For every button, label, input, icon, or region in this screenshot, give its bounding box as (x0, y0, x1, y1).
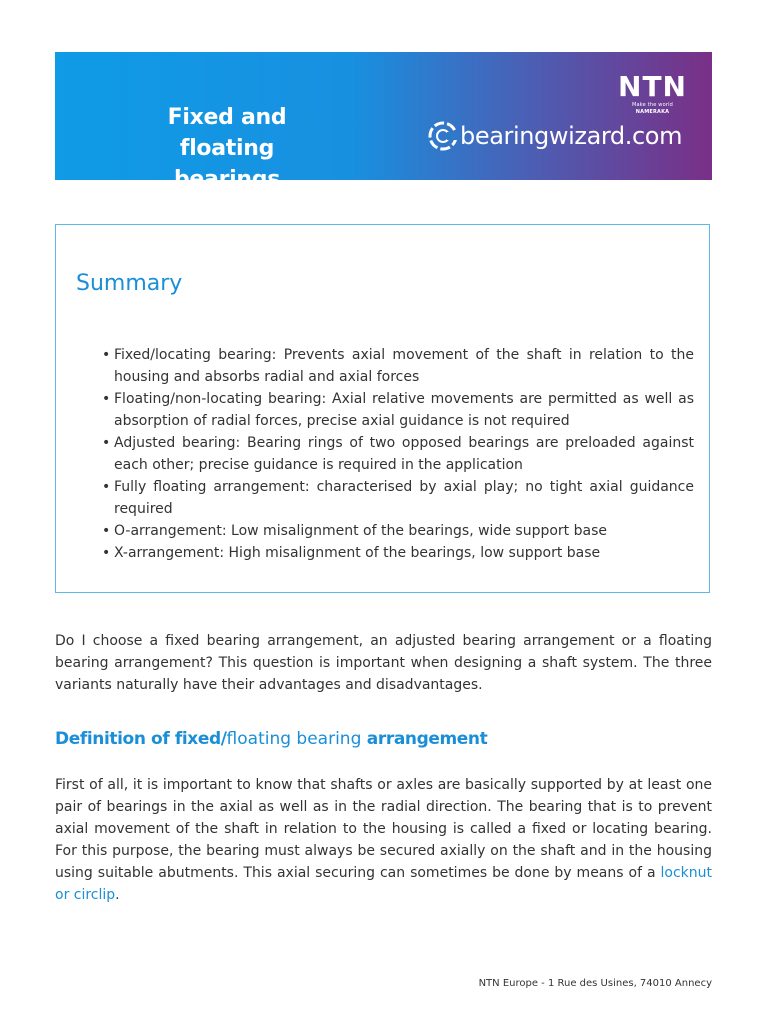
section-heading (55, 729, 487, 749)
summary-list (98, 344, 694, 564)
heading-part-3: arrangement (366, 729, 488, 749)
heading-part-1: Definition of fixed/ (55, 729, 227, 749)
title-line-2: bearings (173, 167, 280, 192)
footer-address: NTN Europe - 1 Rue des Usines, 74010 Annecy (478, 978, 712, 989)
site-name: bearingwizard.com (460, 122, 683, 150)
tagline-bold: NAMERAKA (635, 109, 670, 115)
summary-item: • Fully floating arrangement: characterised by axial play; no tight axial guidance required (98, 476, 694, 520)
intro-paragraph: Do I choose a fixed bearing arrangement, an adjusted bearing arrangement or a floating bearing arrangement? This question is important when designing a shaft system. The three variants naturally have their advantages and disadvantages. (55, 633, 712, 693)
definition-text: First of all, it is important to know that shafts or axles are basically supported by at least one pair of bearings in the axial as well as in the radial direction. The bearing that is to prevent axial movement of the shaft in relation to the housing is called a fixed or locating bearing. For this purpose, the bearing must always be secured axially on the shaft and in the housing using suitable abutments. This axial securing can sometimes be done by means of a (55, 777, 712, 881)
heading-part-2: floating bearing (226, 729, 367, 749)
ntn-logo (615, 72, 690, 116)
title-line-1: Fixed and floating (167, 105, 287, 161)
ntn-tagline (615, 102, 690, 116)
summary-item: • O-arrangement: Low misalignment of the bearings, wide support base (98, 520, 694, 542)
header-banner (55, 52, 712, 192)
summary-box (55, 224, 710, 593)
locknut-circlip-link[interactable]: locknut or circlip (55, 865, 712, 903)
bearing-icon (427, 120, 459, 152)
summary-item: • Fixed/locating bearing: Prevents axial movement of the shaft in relation to the housing and absorbs radial and axial forces (98, 344, 694, 388)
ntn-brand: NTN (618, 70, 687, 103)
summary-item: • X-arrangement: High misalignment of the bearings, low support base (98, 542, 694, 564)
tagline-prefix: Make the world (631, 102, 674, 108)
definition-paragraph (55, 774, 712, 906)
definition-end: . (115, 887, 120, 903)
summary-title: Summary (76, 271, 183, 296)
page-title (135, 102, 319, 195)
summary-item: • Adjusted bearing: Bearing rings of two opposed bearings are preloaded against each other; precise guidance is required in the application (98, 432, 694, 476)
bearingwizard-logo (427, 118, 682, 154)
summary-item: • Floating/non-locating bearing: Axial relative movements are permitted as well as absorption of radial forces, precise axial guidance is not required (98, 388, 694, 432)
